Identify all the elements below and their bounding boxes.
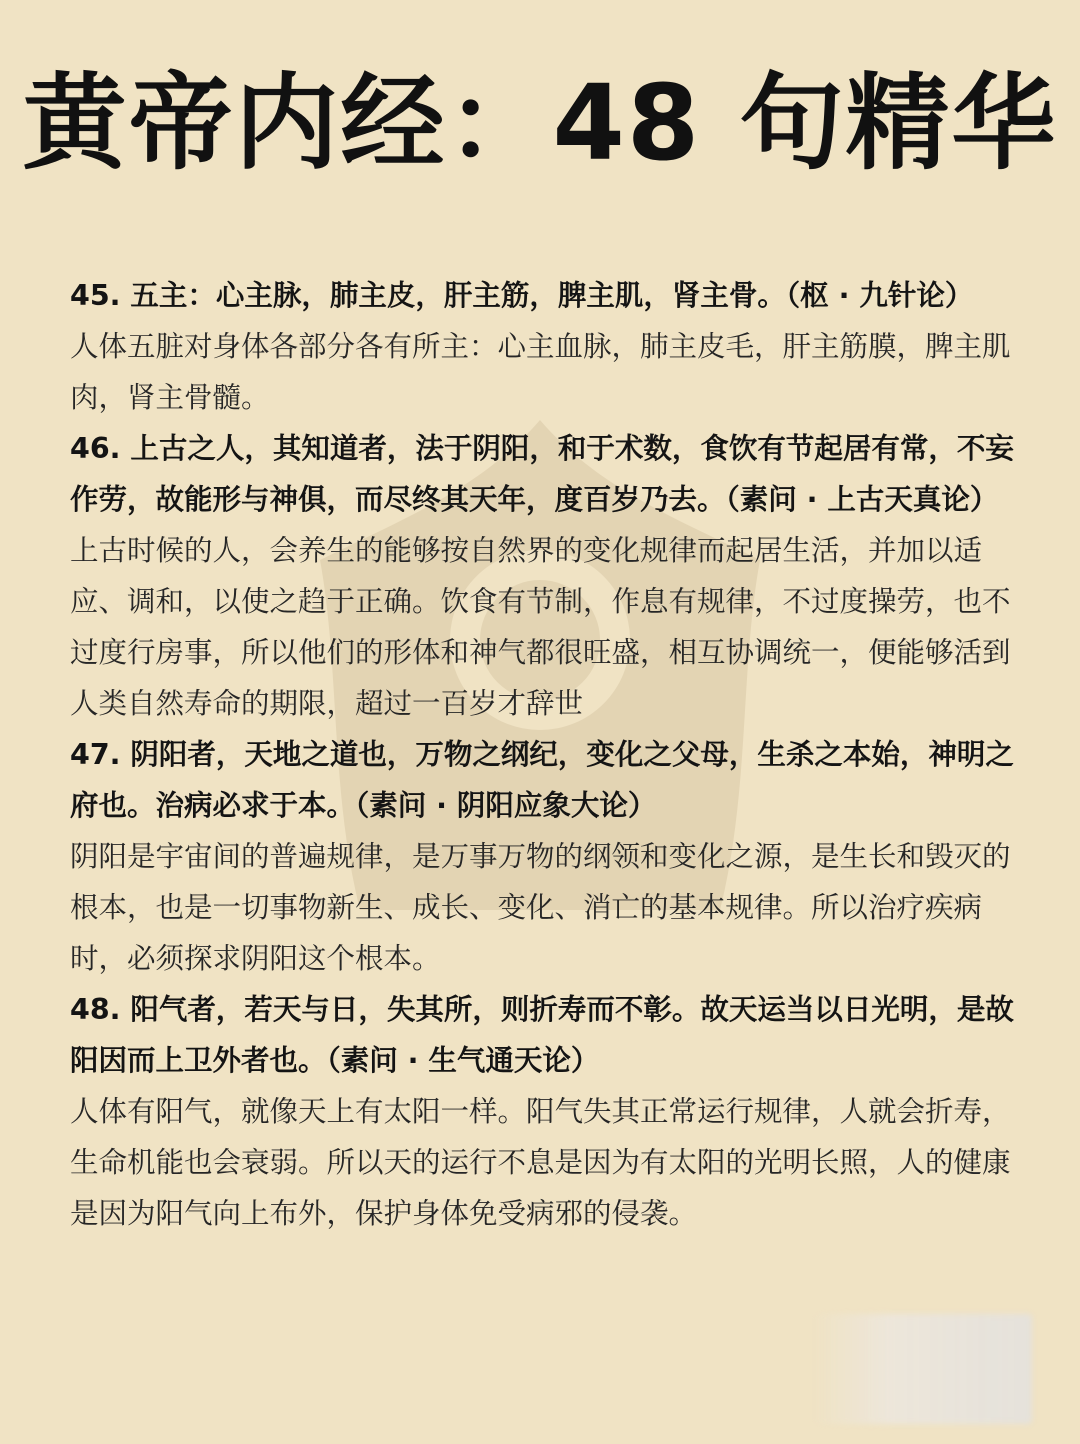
quote-text: 45. 五主：心主脉，肺主皮，肝主筋，脾主肌，肾主骨。（枢 · 九针论） [70,279,974,312]
explanation-text: 上古时候的人，会养生的能够按自然界的变化规律而起居生活，并加以适应、调和，以使之趋于正确。饮食有节制，作息有规律，不过度操劳，也不过度行房事，所以他们的形体和神气都很旺盛，相互协调统一，便能够活到人类自然寿命的期限，超过一百岁才辞世 [70,534,1011,720]
entry-47 [70,729,1020,984]
entry-48 [70,984,1020,1239]
entry-45 [70,270,1020,423]
explanation-text: 人体有阳气，就像天上有太阳一样。阳气失其正常运行规律，人就会折寿，生命机能也会衰弱。所以天的运行不息是因为有太阳的光明长照，人的健康是因为阳气向上布外，保护身体免受病邪的侵袭。 [70,1095,1011,1230]
explanation-text: 阴阳是宇宙间的普遍规律，是万事万物的纲领和变化之源，是生长和毁灭的根本，也是一切事物新生、成长、变化、消亡的基本规律。所以治疗疾病时，必须探求阴阳这个根本。 [70,840,1011,975]
quote-text: 48. 阳气者，若天与日，失其所，则折寿而不彰。故天运当以日光明，是故阳因而上卫外者也。（素问 · 生气通天论） [70,993,1014,1077]
quote-text: 46. 上古之人，其知道者，法于阴阳，和于术数，食饮有节起居有常，不妄作劳，故能形与神俱，而尽终其天年，度百岁乃去。（素问 · 上古天真论） [70,432,1014,516]
explanation-text: 人体五脏对身体各部分各有所主：心主血脉，肺主皮毛，肝主筋膜，脾主肌肉，肾主骨髓。 [70,330,1011,414]
quote-text: 47. 阴阳者，天地之道也，万物之纲纪，变化之父母，生杀之本始，神明之府也。治病必求于本。（素问 · 阴阳应象大论） [70,738,1014,822]
corner-blur-overlay [812,1314,1032,1424]
article-body [70,270,1020,1239]
page-title: 黄帝内经：48 句精华 [22,62,1058,184]
entry-46 [70,423,1020,729]
